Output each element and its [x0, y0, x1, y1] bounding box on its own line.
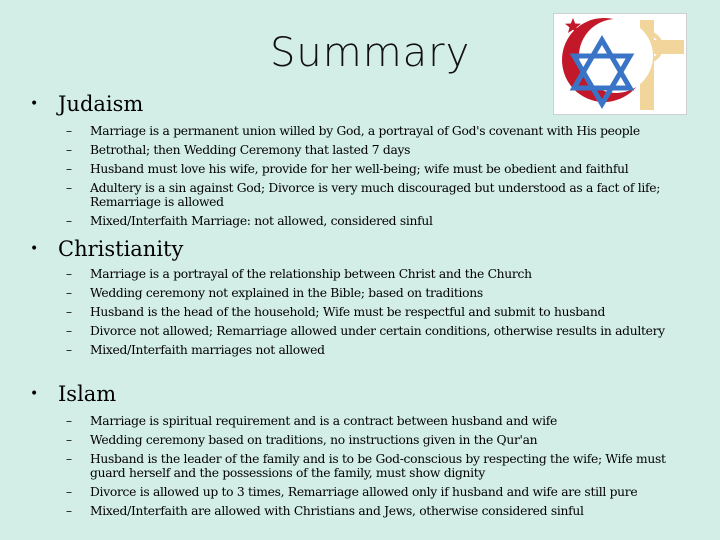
- list-item-text: Mixed/Interfaith Marriage: not allowed, considered sinful: [90, 214, 433, 228]
- dash-icon: –: [66, 162, 72, 176]
- list-item-text: Marriage is a permanent union willed by God, a portrayal of God's covenant with His people: [90, 124, 640, 138]
- dash-icon: –: [66, 433, 72, 447]
- sub-list: [30, 124, 690, 228]
- list-item: [66, 214, 690, 228]
- dash-icon: –: [66, 343, 72, 357]
- bullet-icon: •: [30, 386, 39, 402]
- dash-icon: –: [66, 181, 72, 195]
- section-judaism: [30, 92, 690, 233]
- list-item-text: Husband must love his wife, provide for her well-being; wife must be obedient and faithful: [90, 162, 629, 176]
- list-item: [66, 324, 690, 338]
- list-item: [66, 433, 690, 447]
- list-item: [66, 181, 690, 209]
- dash-icon: –: [66, 124, 72, 138]
- list-item: [66, 162, 690, 176]
- bullet-icon: •: [30, 241, 39, 257]
- dash-icon: –: [66, 414, 72, 428]
- dash-icon: –: [66, 452, 72, 466]
- dash-icon: –: [66, 485, 72, 499]
- list-item: [66, 414, 690, 428]
- list-item: [66, 267, 690, 281]
- dash-icon: –: [66, 143, 72, 157]
- list-item-text: Husband is the head of the household; Wife must be respectful and submit to husband: [90, 305, 606, 319]
- list-item: [66, 343, 690, 357]
- section-islam: [30, 382, 690, 523]
- section-heading: [30, 92, 690, 116]
- dash-icon: –: [66, 305, 72, 319]
- dash-icon: –: [66, 504, 72, 518]
- section-christianity: [30, 237, 690, 362]
- list-item-text: Divorce not allowed; Remarriage allowed under certain conditions, otherwise results in adultery: [90, 324, 665, 338]
- list-item-text: Betrothal; then Wedding Ceremony that lasted 7 days: [90, 143, 411, 157]
- list-item-text: Husband is the leader of the family and is to be God-conscious by respecting the wife; Wife must guard herself and the possessions of the family, must show dignity: [90, 452, 666, 480]
- section-heading-label: Judaism: [58, 92, 144, 116]
- section-heading-label: Islam: [58, 382, 117, 406]
- list-item-text: Marriage is spiritual requirement and is a contract between husband and wife: [90, 414, 557, 428]
- list-item-text: Wedding ceremony based on traditions, no instructions given in the Qur'an: [90, 433, 538, 447]
- list-item: [66, 124, 690, 138]
- dash-icon: –: [66, 214, 72, 228]
- list-item: [66, 485, 690, 499]
- dash-icon: –: [66, 286, 72, 300]
- sub-list: [30, 267, 690, 357]
- list-item-text: Mixed/Interfaith are allowed with Christians and Jews, otherwise considered sinful: [90, 504, 584, 518]
- list-item: [66, 452, 690, 480]
- dash-icon: –: [66, 267, 72, 281]
- list-item: [66, 286, 690, 300]
- dash-icon: –: [66, 324, 72, 338]
- list-item-text: Marriage is a portrayal of the relationship between Christ and the Church: [90, 267, 532, 281]
- section-heading: [30, 237, 690, 261]
- list-item-text: Adultery is a sin against God; Divorce is very much discouraged but understood as a fact of life; Remarriage is allowed: [90, 181, 661, 209]
- list-item-text: Mixed/Interfaith marriages not allowed: [90, 343, 325, 357]
- list-item: [66, 143, 690, 157]
- list-item-text: Divorce is allowed up to 3 times, Remarriage allowed only if husband and wife are still pure: [90, 485, 638, 499]
- page-title: Summary: [270, 30, 471, 76]
- section-heading: [30, 382, 690, 406]
- bullet-icon: •: [30, 96, 39, 112]
- sub-list: [30, 414, 690, 518]
- list-item-text: Wedding ceremony not explained in the Bible; based on traditions: [90, 286, 483, 300]
- list-item: [66, 504, 690, 518]
- list-item: [66, 305, 690, 319]
- section-heading-label: Christianity: [58, 237, 184, 261]
